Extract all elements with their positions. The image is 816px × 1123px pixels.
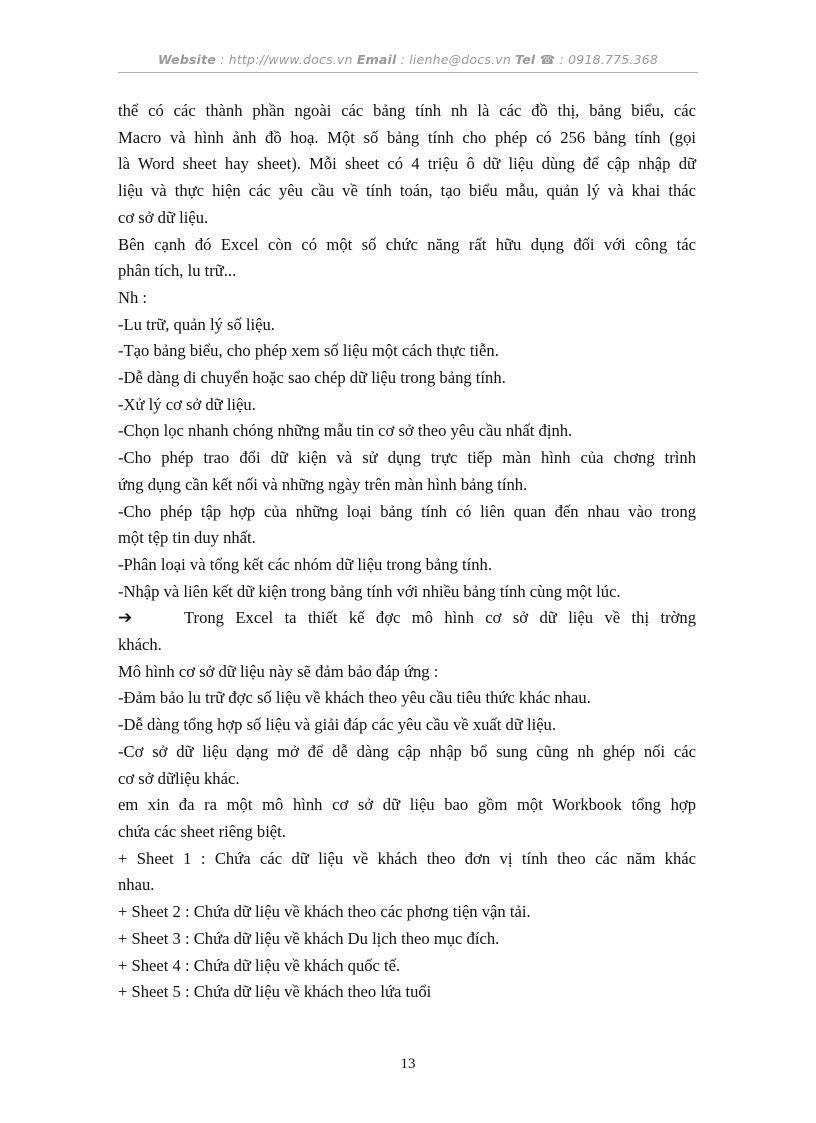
text-line: ứng dụng cần kết nối và những ngày trên màn hình bảng tính. xyxy=(118,474,528,494)
text-line: Nh : xyxy=(118,287,148,307)
text-line: Mô hình cơ sở dữ liệu này sẽ đảm bảo đáp ứng : xyxy=(118,661,439,681)
page-number: 13 xyxy=(400,1056,416,1072)
text-line: -Cơ sở dữ liệu dạng mở để dễ dàng cập nhập bổ sung cũng nh ghép nối các xyxy=(118,741,696,761)
text-line: -Dễ dàng tổng hợp số liệu và giải đáp các yêu cầu về xuất dữ liệu. xyxy=(118,715,557,735)
right-arrow-icon: ➔ xyxy=(118,608,133,629)
text-line: Bên cạnh đó Excel còn có một số chức năng rất hữu dụng đối với công tác xyxy=(118,234,696,254)
text-line: + Sheet 1 : Chứa các dữ liệu về khách theo đơn vị tính theo các năm khác xyxy=(118,848,696,868)
body-text xyxy=(118,98,696,1006)
website-label: Website xyxy=(157,52,216,67)
email-label: Email xyxy=(356,52,397,67)
page-header xyxy=(118,52,698,67)
header-rule xyxy=(118,72,698,73)
text-line: + Sheet 5 : Chứa dữ liệu về khách theo lứa tuổi xyxy=(118,982,432,1002)
text-line: là Word sheet hay sheet). Mỗi sheet có 4 triệu ô dữ liệu dùng để cập nhập dữ xyxy=(118,154,696,174)
text-line: -Cho phép trao đổi dữ kiện và sử dụng trực tiếp màn hình của chơng trình xyxy=(118,448,696,468)
text-line: Macro và hình ảnh đồ hoạ. Một số bảng tính cho phép có 256 bảng tính (gọi xyxy=(118,127,696,147)
text-line: -Nhập và liên kết dữ kiện trong bảng tính với nhiều bảng tính cùng một lúc. xyxy=(118,581,621,601)
text-line: nhau. xyxy=(118,875,155,895)
text-line: -Cho phép tập hợp của những loại bảng tính có liên quan đến nhau vào trong xyxy=(118,501,696,521)
text-line: phân tích, lu trữ... xyxy=(118,261,237,281)
text-line: Trong Excel ta thiết kế đợc mô hình cơ sở dữ liệu về thị trờng xyxy=(184,608,696,628)
text-line: -Lu trữ, quản lý số liệu. xyxy=(118,314,275,334)
text-line: -Dễ dàng di chuyển hoặc sao chép dữ liệu trong bảng tính. xyxy=(118,368,506,388)
text-line: cơ sở dữliệu khác. xyxy=(118,768,240,788)
text-line: cơ sở dữ liệu. xyxy=(118,207,209,227)
text-line: + Sheet 4 : Chứa dữ liệu về khách quốc tế. xyxy=(118,955,401,975)
phone-icon: ☎ xyxy=(539,52,556,67)
text-line: -Phân loại và tổng kết các nhóm dữ liệu trong bảng tính. xyxy=(118,554,492,574)
text-line: một tệp tin duy nhất. xyxy=(118,528,256,548)
text-line: -Đảm bảo lu trữ đợc số liệu về khách theo yêu cầu tiêu thức khác nhau. xyxy=(118,688,591,708)
text-line: em xin đa ra một mô hình cơ sở dữ liệu bao gồm một Workbook tổng hợp xyxy=(118,795,696,815)
text-line: khách. xyxy=(118,635,162,655)
text-line: -Tạo bảng biểu, cho phép xem số liệu một cách thực tiễn. xyxy=(118,341,499,361)
text-line: + Sheet 2 : Chứa dữ liệu về khách theo các phơng tiện vận tải. xyxy=(118,902,531,922)
text-line: thể có các thành phần ngoài các bảng tính nh là các đồ thị, bảng biểu, các xyxy=(118,101,696,120)
tel-value: : 0918.775.368 xyxy=(555,52,659,67)
text-line: -Xử lý cơ sở dữ liệu. xyxy=(118,394,256,414)
text-line: liệu và thực hiện các yêu cầu về tính toán, tạo biểu mẫu, quản lý và khai thác xyxy=(118,181,696,201)
text-line: -Chọn lọc nhanh chóng những mẫu tin cơ sở theo yêu cầu nhất định. xyxy=(118,421,573,441)
website-value: : http://www.docs.vn xyxy=(215,52,357,67)
email-value: : lienhe@docs.vn xyxy=(396,52,516,67)
arrow-paragraph xyxy=(118,605,696,632)
text-line: + Sheet 3 : Chứa dữ liệu về khách Du lịch theo mục đích. xyxy=(118,928,500,948)
tel-label: Tel xyxy=(515,52,536,67)
text-line: chứa các sheet riêng biệt. xyxy=(118,821,286,841)
